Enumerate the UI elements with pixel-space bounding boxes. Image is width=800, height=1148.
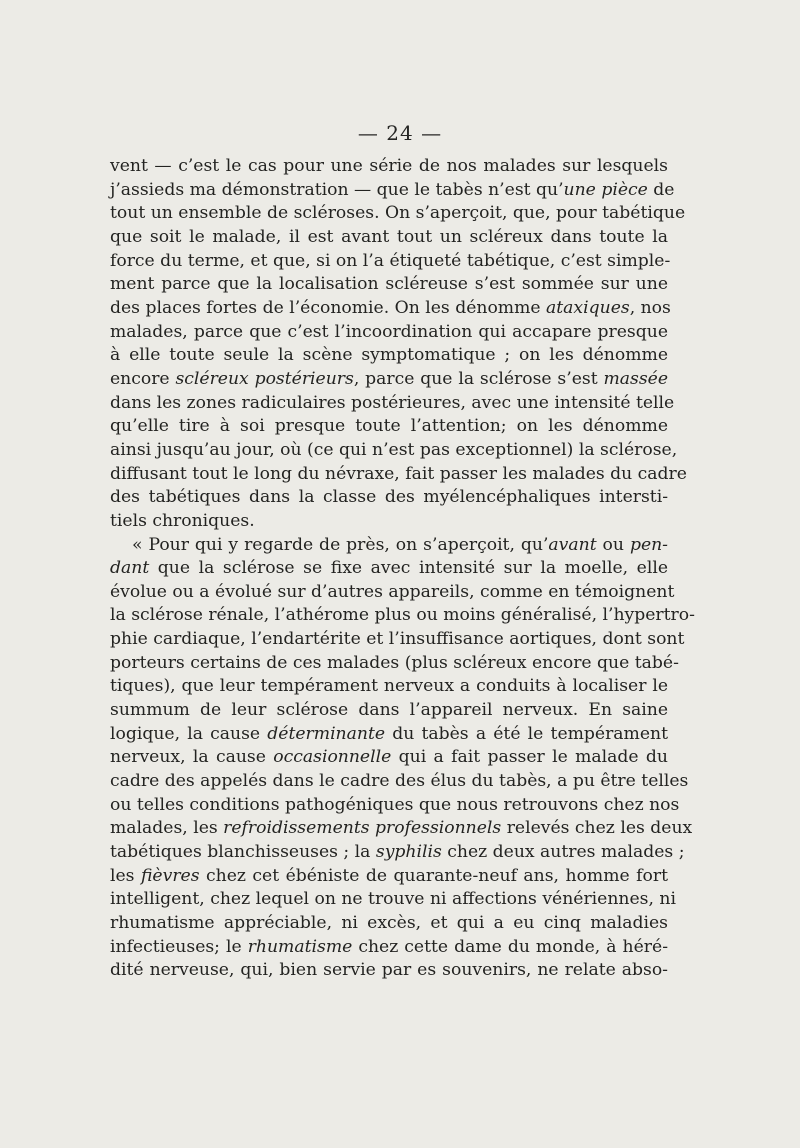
text-segment: , nos bbox=[629, 297, 671, 318]
text-line bbox=[110, 179, 675, 203]
text-segment: logique, la cause bbox=[110, 723, 268, 744]
text-segment: que la sclérose se fixe avec intensité sur la moelle, elle bbox=[149, 558, 668, 579]
text-segment: qu’elle tire à soi presque toute l’attention; on les dénomme bbox=[110, 416, 668, 437]
italic-text: scléreux postérieurs bbox=[175, 368, 354, 389]
text-line bbox=[110, 699, 668, 723]
text-segment: ou telles conditions pathogéniques que nous retrouvons chez nos bbox=[110, 794, 680, 815]
text-segment: de bbox=[647, 179, 675, 200]
italic-text: ataxiques bbox=[546, 297, 630, 318]
text-segment: diffusant tout le long du névraxe, fait passer les malades du cadre bbox=[110, 463, 687, 484]
body-text bbox=[110, 155, 695, 983]
text-line bbox=[110, 368, 668, 392]
text-line bbox=[110, 250, 671, 274]
text-segment: « Pour qui y regarde de près, on s’aperçoit, qu’ bbox=[132, 534, 549, 555]
text-segment: que soit le malade, il est avant tout un scléreux dans toute la bbox=[110, 226, 668, 247]
text-segment: qui a fait passer le malade du bbox=[391, 747, 668, 768]
italic-text: déterminante bbox=[267, 723, 386, 744]
text-segment: infectieuses; le bbox=[110, 936, 248, 957]
text-segment: dans les zones radiculaires postérieures, avec une intensité telle bbox=[110, 392, 675, 413]
text-segment: malades, parce que c’est l’incoordination qui accapare presque bbox=[110, 321, 668, 342]
text-segment: évolue ou a évolué sur d’autres appareils, comme en témoignent bbox=[110, 581, 675, 602]
italic-text: rhumatisme bbox=[247, 936, 353, 957]
text-line bbox=[110, 723, 668, 747]
text-segment: force du terme, et que, si on l’a étiqueté tabétique, c’est simple- bbox=[110, 250, 671, 271]
italic-text: occasionnelle bbox=[273, 747, 392, 768]
text-line bbox=[110, 439, 678, 463]
text-line bbox=[110, 604, 695, 628]
text-line bbox=[110, 226, 668, 250]
text-line bbox=[110, 415, 668, 439]
text-line bbox=[110, 202, 686, 226]
paragraph bbox=[110, 155, 687, 534]
text-segment: du tabès a été le tempérament bbox=[385, 723, 668, 744]
text-segment: phie cardiaque, l’endartérite et l’insuffisance aortiques, dont sont bbox=[110, 629, 685, 650]
text-line bbox=[110, 817, 693, 841]
text-segment: ment parce que la localisation scléreuse s’est sommée sur une bbox=[110, 274, 668, 295]
text-line bbox=[110, 581, 675, 605]
italic-text: massée bbox=[603, 368, 668, 389]
text-segment: dité nerveuse, qui, bien servie par es souvenirs, ne relate abso- bbox=[110, 960, 668, 981]
text-line bbox=[110, 463, 687, 487]
text-line bbox=[110, 936, 668, 960]
text-line bbox=[110, 534, 668, 558]
text-line bbox=[110, 675, 668, 699]
text-segment: j’assieds ma démonstration — que le tabès n’est qu’ bbox=[110, 179, 564, 200]
italic-text: dant bbox=[110, 558, 150, 579]
text-segment: cadre des appelés dans le cadre des élus du tabès, a pu être telles bbox=[110, 771, 689, 792]
text-segment: relevés chez les deux bbox=[501, 818, 693, 839]
text-segment: ainsi jusqu’au jour, où (ce qui n’est pas exceptionnel) la sclérose, bbox=[110, 439, 678, 460]
text-line bbox=[110, 297, 671, 321]
text-segment: ou bbox=[596, 534, 630, 555]
paragraph bbox=[110, 534, 695, 983]
text-segment: des places fortes de l’économie. On les dénomme bbox=[110, 297, 547, 318]
text-line bbox=[110, 912, 668, 936]
text-segment: encore bbox=[110, 368, 176, 389]
text-segment: nerveux, la cause bbox=[110, 747, 274, 768]
text-segment: malades, les bbox=[110, 818, 224, 839]
text-line bbox=[110, 321, 668, 345]
text-line bbox=[110, 746, 668, 770]
text-segment: tiels chroniques. bbox=[110, 510, 255, 531]
text-line bbox=[110, 888, 676, 912]
text-line bbox=[110, 652, 679, 676]
text-segment: chez cette dame du monde, à héré- bbox=[352, 936, 668, 957]
text-segment: des tabétiques dans la classe des myélencéphaliques intersti- bbox=[110, 487, 668, 508]
text-line bbox=[110, 392, 675, 416]
text-line bbox=[110, 770, 689, 794]
italic-text: syphilis bbox=[375, 842, 442, 863]
text-segment: tiques), que leur tempérament nerveux a conduits à localiser le bbox=[110, 676, 668, 697]
text-segment: vent — c’est le cas pour une série de nos malades sur lesquels bbox=[110, 156, 668, 176]
text-line bbox=[110, 486, 668, 510]
text-segment: tabétiques blanchisseuses ; la bbox=[110, 842, 376, 863]
italic-text: fièvres bbox=[140, 865, 200, 886]
italic-text: une pièce bbox=[563, 179, 648, 200]
text-line bbox=[110, 155, 668, 179]
text-segment: rhumatisme appréciable, ni excès, et qui a eu cinq maladies bbox=[110, 913, 668, 933]
text-line bbox=[110, 865, 668, 889]
text-line bbox=[110, 557, 668, 581]
text-segment: à elle toute seule la scène symptomatique ; on les dénomme bbox=[110, 345, 668, 366]
text-segment: chez cet ébéniste de quarante-neuf ans, homme fort bbox=[199, 865, 668, 886]
text-segment: , parce que la sclérose s’est bbox=[353, 368, 604, 389]
text-line bbox=[110, 344, 668, 368]
italic-text: refroidissements professionnels bbox=[223, 818, 502, 839]
italic-text: avant bbox=[548, 534, 597, 555]
text-segment: chez deux autres malades ; bbox=[441, 842, 685, 863]
text-line bbox=[110, 273, 668, 297]
text-line bbox=[110, 510, 668, 534]
italic-text: pen- bbox=[629, 534, 668, 555]
text-line bbox=[110, 794, 680, 818]
text-segment: intelligent, chez lequel on ne trouve ni affections vénériennes, ni bbox=[110, 889, 676, 910]
text-segment: tout un ensemble de scléroses. On s’aperçoit, que, pour tabétique bbox=[110, 203, 686, 224]
text-segment: les bbox=[110, 865, 141, 886]
text-line bbox=[110, 841, 685, 865]
page-number: — 24 — bbox=[357, 121, 443, 145]
text-segment: summum de leur sclérose dans l’appareil nerveux. En saine bbox=[110, 700, 668, 721]
text-line bbox=[110, 628, 685, 652]
text-segment: la sclérose rénale, l’athérome plus ou moins généralisé, l’hypertro- bbox=[110, 605, 695, 626]
text-line bbox=[110, 959, 668, 983]
text-segment: porteurs certains de ces malades (plus scléreux encore que tabé- bbox=[110, 652, 679, 673]
